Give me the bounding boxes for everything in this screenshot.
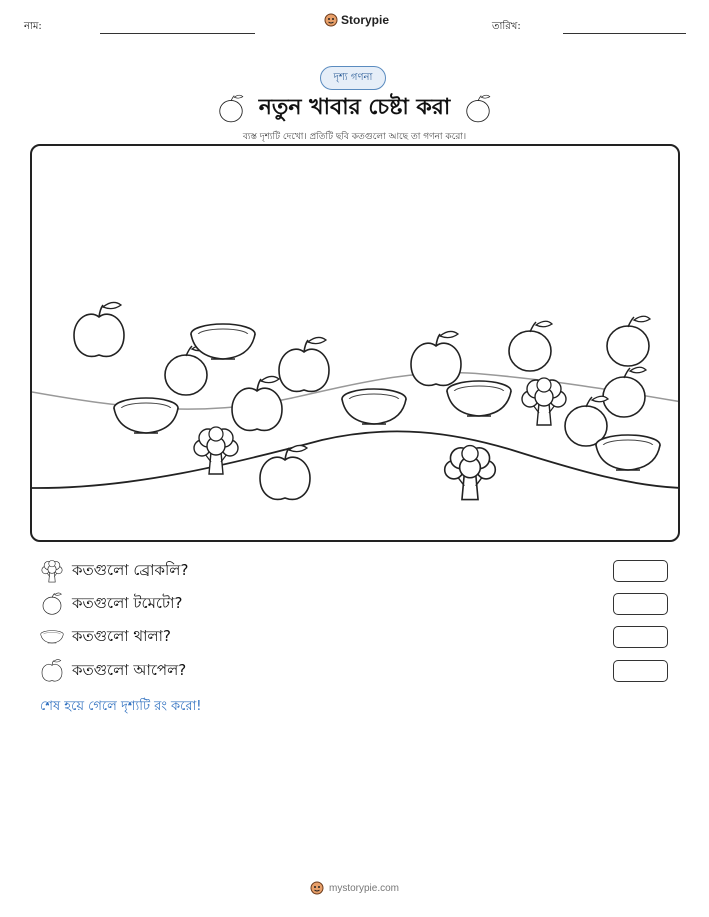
footer-url[interactable]: mystorypie.com: [328, 882, 399, 894]
answer-box-bowl[interactable]: [613, 626, 668, 648]
answer-box-apple[interactable]: [613, 660, 668, 682]
broccoli-icon: [40, 559, 64, 583]
question-text: কতগুলো আপেল?: [72, 660, 187, 679]
title-row: [0, 90, 709, 127]
question-text: কতগুলো ব্রোকলি?: [72, 560, 189, 579]
question-text: কতগুলো টমেটো?: [72, 593, 183, 612]
page-title: নতুন খাবার চেষ্টা করা: [258, 95, 451, 120]
tomato-icon: [464, 94, 492, 124]
bowl: [596, 435, 660, 470]
question-bowl: [40, 624, 171, 650]
date-label: তারিখ:: [492, 21, 521, 32]
bowl: [114, 398, 178, 433]
apple: [411, 331, 461, 385]
category-badge: দৃশ্য গণনা: [320, 66, 386, 90]
scene-illustration: [32, 146, 680, 542]
tomato: [509, 321, 552, 371]
apple: [74, 302, 124, 356]
answer-box-broccoli[interactable]: [613, 560, 668, 582]
broccoli: [445, 446, 496, 500]
tomato: [607, 316, 650, 366]
counting-scene: [30, 144, 680, 542]
apple: [279, 337, 329, 391]
question-apple: [40, 658, 186, 684]
apple-icon: [40, 659, 64, 683]
footer: [0, 881, 709, 895]
broccoli: [194, 427, 238, 474]
broccoli: [522, 378, 566, 425]
name-line[interactable]: [100, 33, 255, 34]
finish-note: শেষ হয়ে গেলে দৃশ্যটি রং করো!: [40, 699, 202, 714]
storypie-logo-icon: [310, 881, 324, 895]
tomato: [603, 367, 646, 417]
tomato-icon: [217, 94, 245, 124]
question-text: কতগুলো থালা?: [72, 626, 171, 645]
instructions: ব্যস্ত দৃশ্যটি দেখো। প্রতিটি ছবি কতগুলো আছে তা গণনা করো।: [242, 132, 467, 142]
tomato-icon: [40, 592, 64, 616]
bowl: [447, 381, 511, 416]
storypie-logo-icon: [324, 13, 338, 27]
bowl: [191, 324, 255, 359]
bowl: [342, 389, 406, 424]
bowl-icon: [40, 627, 64, 647]
apple: [232, 376, 282, 430]
question-tomato: [40, 591, 182, 617]
brand-logo: [324, 13, 389, 27]
name-label: নাম:: [24, 21, 42, 32]
date-line[interactable]: [563, 33, 686, 34]
answer-box-tomato[interactable]: [613, 593, 668, 615]
brand-name: Storypie: [341, 13, 390, 27]
question-broccoli: [40, 558, 188, 584]
